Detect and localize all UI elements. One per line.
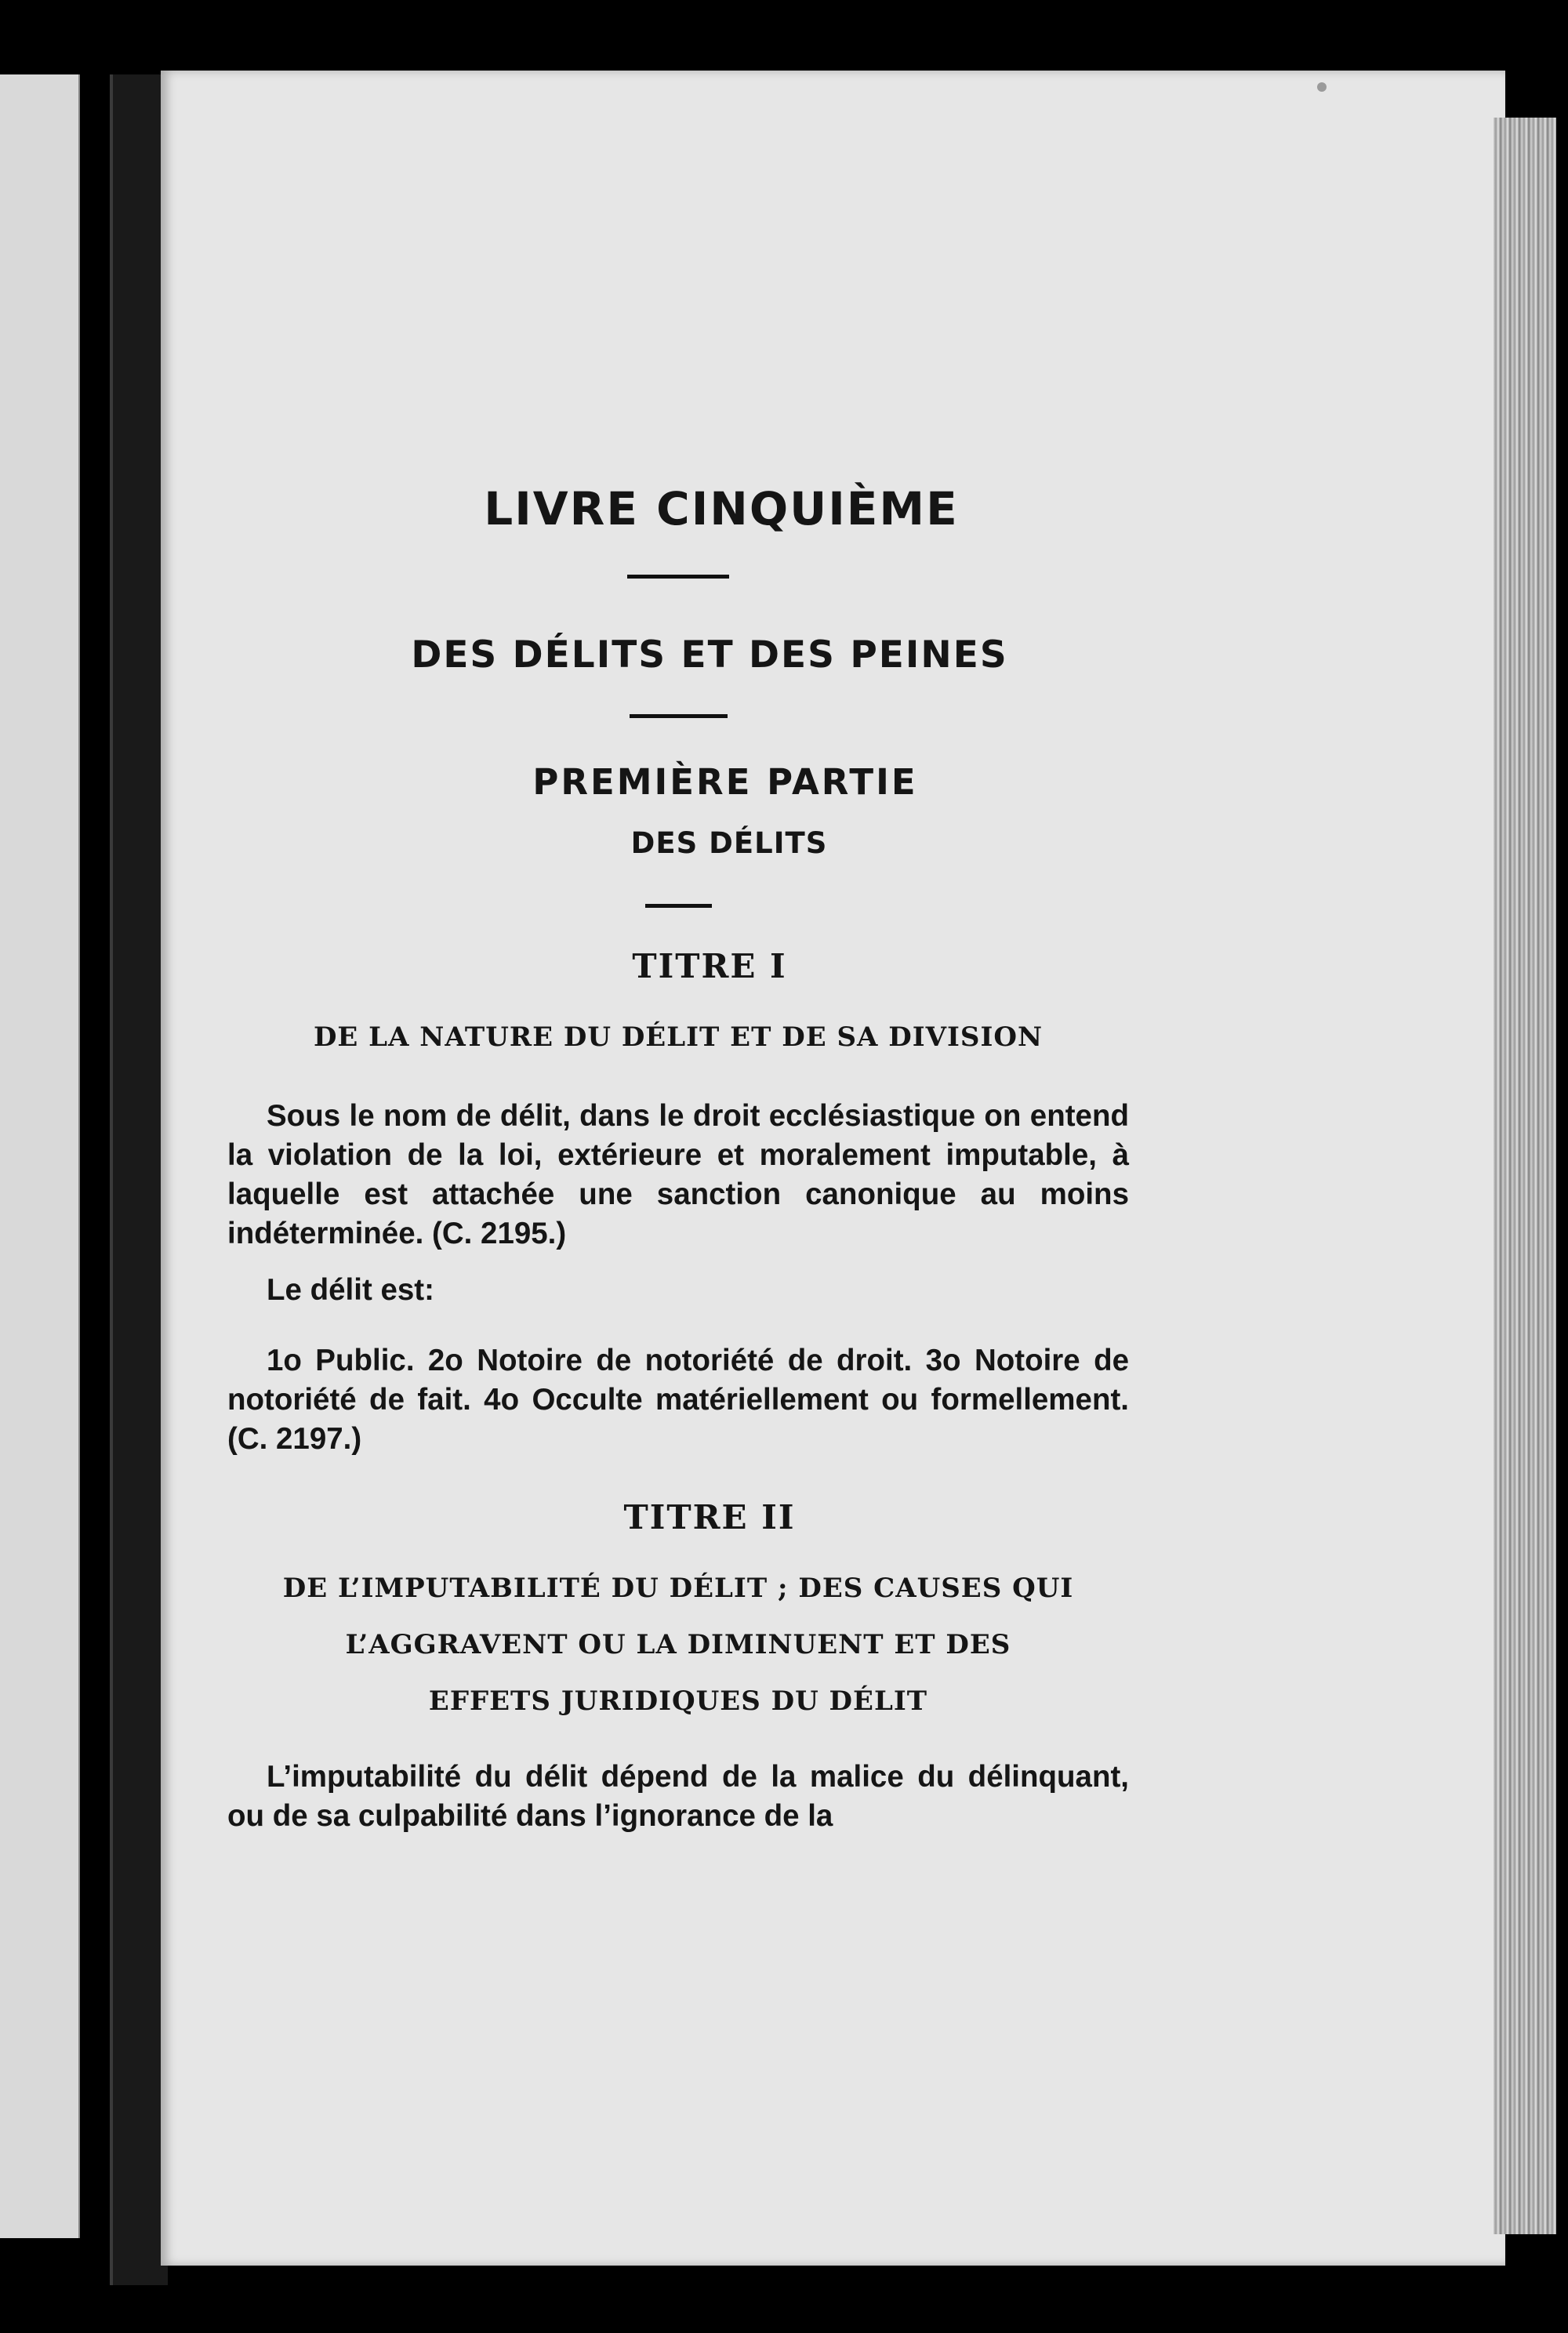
titre-1-label: TITRE I (632, 947, 787, 985)
paragraph-imputabilite: L’imputabilité du délit dépend de la malice du délinquant, ou de sa culpabilité dans l’ignorance de la (227, 1760, 1129, 1833)
left-page-edge (0, 74, 80, 2238)
main-heading: DES DÉLITS ET DES PEINES (411, 633, 1008, 677)
paragraph-intro: Le délit est: (267, 1273, 434, 1307)
livre-title: LIVRE CINQUIÈME (484, 482, 959, 535)
titre-2-subtitle-line: EFFETS JURIDIQUES DU DÉLIT (428, 1685, 928, 1717)
paragraph-enumeration: 1o Public. 2o Notoire de notoriété de droit. 3o Notoire de notoriété de fait. 4o Occulte matériellement ou formellement. (C. 2197.) (227, 1344, 1129, 1456)
partie-title: PREMIÈRE PARTIE (532, 761, 918, 803)
divider-rule (630, 714, 728, 718)
titre-2-subtitle (227, 1560, 1129, 1729)
partie-subtitle: DES DÉLITS (630, 826, 828, 860)
titre-2-label: TITRE II (623, 1498, 796, 1537)
paragraph-definition: Sous le nom de délit, dans le droit ecclésiastique on entend la violation de la loi, extérieure et moralement imputable, à laquelle est attachée une sanction canonique au moins indéterminée. (C. 2195.) (227, 1099, 1129, 1250)
titre-2-subtitle-line: L’AGGRAVENT OU LA DIMINUENT ET DES (345, 1629, 1011, 1660)
speck (1317, 82, 1327, 92)
titre-1-subtitle: DE LA NATURE DU DÉLIT ET DE SA DIVISION (313, 1021, 1044, 1053)
divider-rule (627, 575, 729, 579)
book-spine (110, 74, 168, 2285)
divider-rule (645, 904, 712, 908)
page-stack-edge (1494, 118, 1556, 2234)
page-content (227, 482, 1129, 1836)
titre-2-subtitle-line: DE L’IMPUTABILITÉ DU DÉLIT ; DES CAUSES QUI (282, 1573, 1074, 1604)
